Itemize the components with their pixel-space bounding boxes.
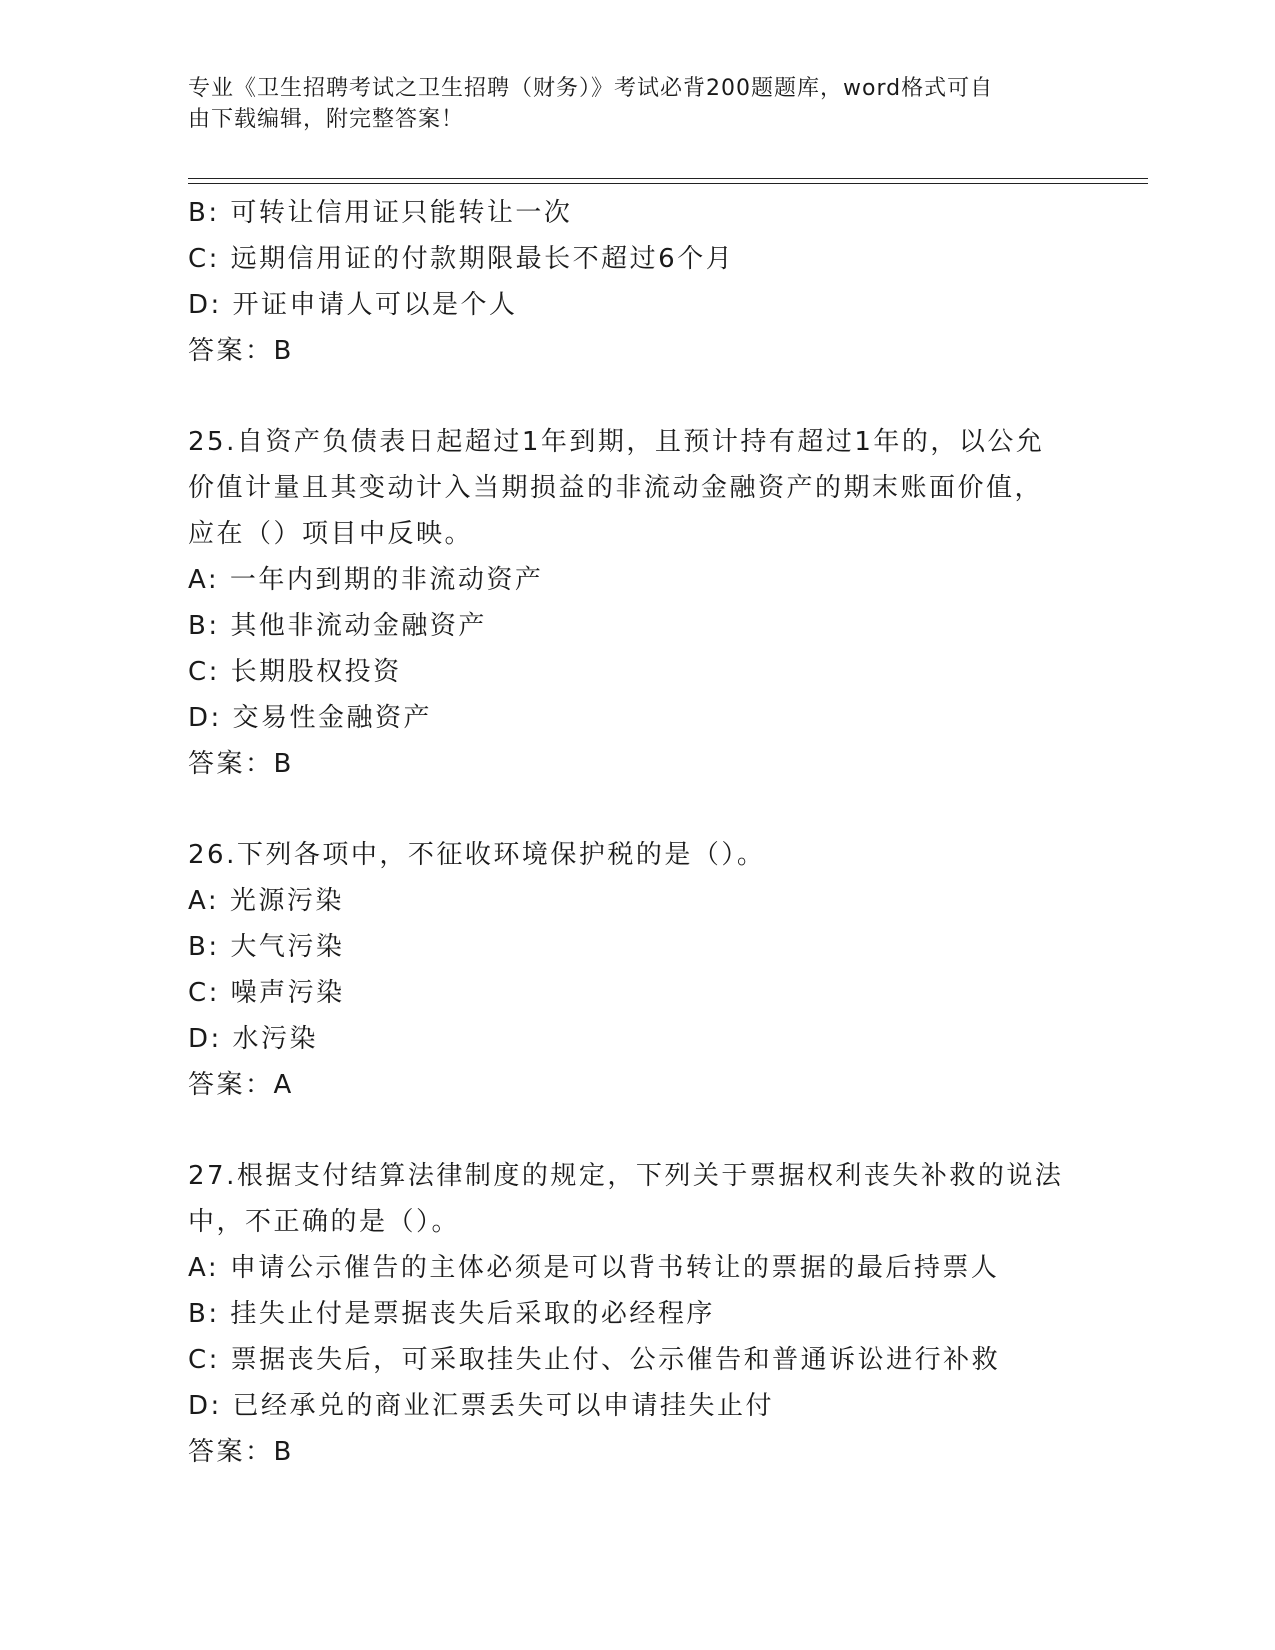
option-d: D: 开证申请人可以是个人 bbox=[188, 290, 518, 320]
option-b: B: 其他非流动金融资产 bbox=[188, 611, 487, 641]
option-b: B: 大气污染 bbox=[188, 932, 345, 962]
answer: 答案：B bbox=[188, 749, 294, 779]
question-stem: 价值计量且其变动计入当期损益的非流动金融资产的期末账面价值， bbox=[188, 473, 1044, 503]
header-divider-bottom bbox=[188, 183, 1148, 184]
spacer bbox=[188, 1108, 1108, 1153]
question-stem: 27.根据支付结算法律制度的规定，下列关于票据权利丧失补救的说法 bbox=[188, 1161, 1064, 1191]
header-line-2: 由下载编辑，附完整答案！ bbox=[188, 107, 465, 132]
option-b: B: 挂失止付是票据丧失后采取的必经程序 bbox=[188, 1299, 715, 1329]
option-a: A: 一年内到期的非流动资产 bbox=[188, 565, 544, 595]
option-c: C: 票据丧失后，可采取挂失止付、公示催告和普通诉讼进行补救 bbox=[188, 1345, 1001, 1375]
question-27 bbox=[188, 1153, 1108, 1475]
spacer bbox=[188, 374, 1108, 419]
question-stem: 应在（）项目中反映。 bbox=[188, 519, 474, 549]
answer: 答案：A bbox=[188, 1070, 294, 1100]
answer: 答案：B bbox=[188, 1437, 294, 1467]
option-c: C: 噪声污染 bbox=[188, 978, 345, 1008]
option-c: C: 远期信用证的付款期限最长不超过6个月 bbox=[188, 244, 735, 274]
prev-question bbox=[188, 190, 1108, 374]
option-d: D: 水污染 bbox=[188, 1024, 319, 1054]
question-25 bbox=[188, 419, 1108, 787]
option-a: A: 光源污染 bbox=[188, 886, 344, 916]
question-list bbox=[188, 190, 1108, 1475]
question-stem: 25.自资产负债表日起超过1年到期，且预计持有超过1年的，以公允 bbox=[188, 427, 1045, 457]
spacer bbox=[188, 787, 1108, 832]
question-stem: 中，不正确的是（）。 bbox=[188, 1207, 461, 1237]
document-header bbox=[188, 73, 1068, 135]
header-line-1: 专业《卫生招聘考试之卫生招聘（财务）》考试必背200题题库，word格式可自 bbox=[188, 76, 994, 101]
answer: 答案：B bbox=[188, 336, 294, 366]
option-b: B: 可转让信用证只能转让一次 bbox=[188, 198, 573, 228]
option-a: A: 申请公示催告的主体必须是可以背书转让的票据的最后持票人 bbox=[188, 1253, 1000, 1283]
question-26 bbox=[188, 832, 1108, 1108]
option-c: C: 长期股权投资 bbox=[188, 657, 402, 687]
question-stem: 26.下列各项中，不征收环境保护税的是（）。 bbox=[188, 840, 766, 870]
header-divider-top bbox=[188, 178, 1148, 179]
option-d: D: 交易性金融资产 bbox=[188, 703, 433, 733]
option-d: D: 已经承兑的商业汇票丢失可以申请挂失止付 bbox=[188, 1391, 775, 1421]
